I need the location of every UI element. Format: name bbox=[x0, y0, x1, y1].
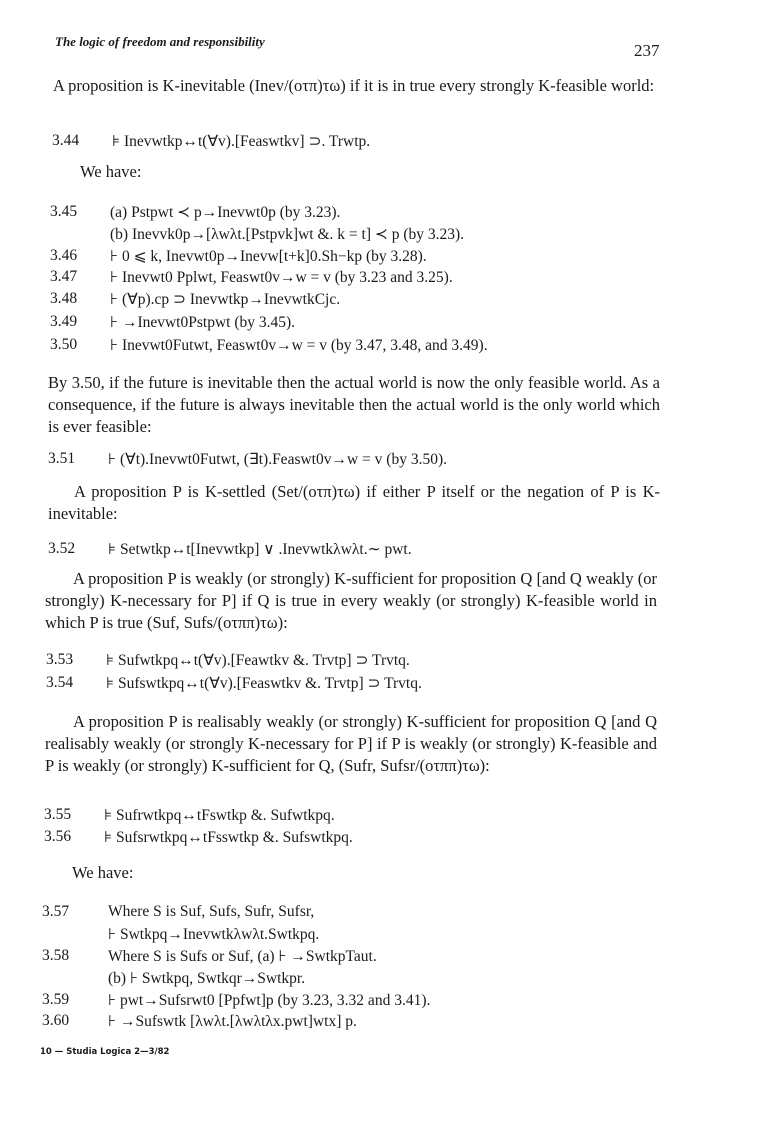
formula-number: 3.48 bbox=[50, 290, 78, 307]
formula-3-52 bbox=[48, 540, 678, 562]
formula-number: 3.60 bbox=[42, 1012, 70, 1029]
paragraph: A proposition is K-inevitable (Inev/(οτπ)τω) if it is in true every strongly K-feasible world: bbox=[53, 76, 655, 95]
formula-body: (b) ⊦ Swtkpq, Swtkqr→Swtkpr. bbox=[108, 970, 306, 987]
formula-3-54 bbox=[46, 674, 676, 696]
formula-body: ⊦ 0 ⩽ k, Inevwt0p→Inevw[t+k]0.Sh−kp (by 3.28). bbox=[110, 248, 427, 265]
formula-number: 3.55 bbox=[44, 806, 72, 823]
formula-number: 3.47 bbox=[50, 268, 78, 285]
formula-3-59 bbox=[42, 991, 672, 1013]
formula-3-50 bbox=[50, 336, 680, 358]
formula-3-58b bbox=[42, 969, 672, 991]
formula-number: 3.51 bbox=[48, 450, 76, 467]
formula-3-60 bbox=[42, 1012, 672, 1034]
formula-body: ⊧ Sufswtkpq↔t(∀v).[Feaswtkv &. Trvtp] ⊃ Trvtq. bbox=[106, 675, 422, 692]
formula-body: ⊦ (∀p).cp ⊃ Inevwtkp→InevwtkCjc. bbox=[110, 291, 341, 308]
formula-3-47 bbox=[50, 268, 680, 290]
formula-3-57-body bbox=[42, 925, 672, 947]
formula-3-51 bbox=[48, 450, 678, 472]
footer-signature: 10 — Studia Logica 2—3/82 bbox=[40, 1047, 170, 1057]
formula-number: 3.46 bbox=[50, 247, 78, 264]
formula-body: ⊦ →Sufswtk [λwλt.[λwλtλx.pwt]wtx] p. bbox=[108, 1013, 357, 1030]
formula-body: ⊧ Sufsrwtkpq↔tFsswtkp &. Sufswtkpq. bbox=[104, 829, 353, 846]
formula-3-46 bbox=[50, 247, 680, 269]
formula-body: ⊧ Sufrwtkpq↔tFswtkp &. Sufwtkpq. bbox=[104, 807, 335, 824]
formula-number: 3.58 bbox=[42, 947, 70, 964]
formula-3-55 bbox=[44, 806, 674, 828]
formula-body: ⊦ pwt→Sufsrwt0 [Ppfwt]p (by 3.23, 3.32 and 3.41). bbox=[108, 992, 431, 1009]
formula-number: 3.45 bbox=[50, 203, 78, 220]
formula-3-45b bbox=[50, 225, 680, 247]
paragraph: A proposition P is realisably weakly (or strongly) K-sufficient for proposition Q [and Q realisably weakly (or strongly K-necessary for P] if P is weakly (or strongly) K-feasible and P is weakly (or strongly) K-sufficient for Q, (Sufr, Sufsr/(οτππ)τω): bbox=[45, 712, 657, 775]
formula-number: 3.49 bbox=[50, 313, 78, 330]
formula-body: Where S is Suf, Sufs, Sufr, Sufsr, bbox=[108, 903, 315, 920]
paragraph: We have: bbox=[80, 162, 142, 181]
formula-number: 3.59 bbox=[42, 991, 70, 1008]
formula-3-57 bbox=[42, 903, 672, 925]
paragraph: A proposition P is weakly (or strongly) K-sufficient for proposition Q [and Q weakly (or strongly) K-necessary for P] if Q is true in every weakly (or strongly) K-feasible world in which P is true (Suf, Sufs/(οτππ)τω): bbox=[45, 569, 657, 632]
formula-number: 3.52 bbox=[48, 540, 76, 557]
formula-number: 3.44 bbox=[52, 132, 80, 149]
formula-3-53 bbox=[46, 651, 676, 673]
formula-3-45a bbox=[50, 203, 680, 225]
page-number: 237 bbox=[634, 41, 660, 60]
formula-number: 3.53 bbox=[46, 651, 74, 668]
formula-number: 3.57 bbox=[42, 903, 70, 920]
formula-number: 3.50 bbox=[50, 336, 78, 353]
formula-number: 3.56 bbox=[44, 828, 72, 845]
formula-body: ⊧ Sufwtkpq↔t(∀v).[Feawtkv &. Trvtp] ⊃ Trvtq. bbox=[106, 652, 410, 669]
paragraph: A proposition P is K-settled (Set/(οτπ)τω) if either P itself or the negation of P is K-inevitable: bbox=[48, 482, 660, 523]
formula-3-44 bbox=[52, 132, 682, 154]
formula-body: ⊦ →Inevwt0Pstpwt (by 3.45). bbox=[110, 314, 296, 331]
formula-number: 3.54 bbox=[46, 674, 74, 691]
formula-body: (a) Pstpwt ≺ p→Inevwt0p (by 3.23). bbox=[110, 204, 341, 221]
formula-3-48 bbox=[50, 290, 680, 312]
formula-body: ⊦ (∀t).Inevwt0Futwt, (∃t).Feaswt0v→w = v (by 3.50). bbox=[108, 451, 447, 468]
formula-3-58 bbox=[42, 947, 672, 969]
formula-body: ⊧ Setwtkp↔t[Inevwtkp] ∨ .Inevwtkλwλt.∼ pwt. bbox=[108, 541, 412, 558]
running-title: The logic of freedom and responsibility bbox=[55, 34, 265, 49]
formula-body: (b) Inevvk0p→[λwλt.[Pstpvk]wt &. k = t] ≺ p (by 3.23). bbox=[110, 226, 465, 243]
formula-body: ⊧ Inevwtkp↔t(∀v).[Feaswtkv] ⊃. Trwtp. bbox=[112, 133, 371, 150]
formula-3-56 bbox=[44, 828, 674, 850]
formula-body: ⊦ Inevwt0 Pplwt, Feaswt0v→w = v (by 3.23 and 3.25). bbox=[110, 269, 453, 286]
paragraph: By 3.50, if the future is inevitable then the actual world is now the only feasible world. As a consequence, if the future is always inevitable then the actual world is the only world which is ever feasible: bbox=[48, 373, 660, 436]
formula-body: ⊦ Inevwt0Futwt, Feaswt0v→w = v (by 3.47, 3.48, and 3.49). bbox=[110, 337, 488, 354]
formula-3-49 bbox=[50, 313, 680, 335]
formula-body: ⊦ Swtkpq→Inevwtkλwλt.Swtkpq. bbox=[108, 926, 320, 943]
formula-body: Where S is Sufs or Suf, (a) ⊦ →SwtkpTaut. bbox=[108, 948, 377, 965]
paragraph: We have: bbox=[72, 863, 134, 882]
